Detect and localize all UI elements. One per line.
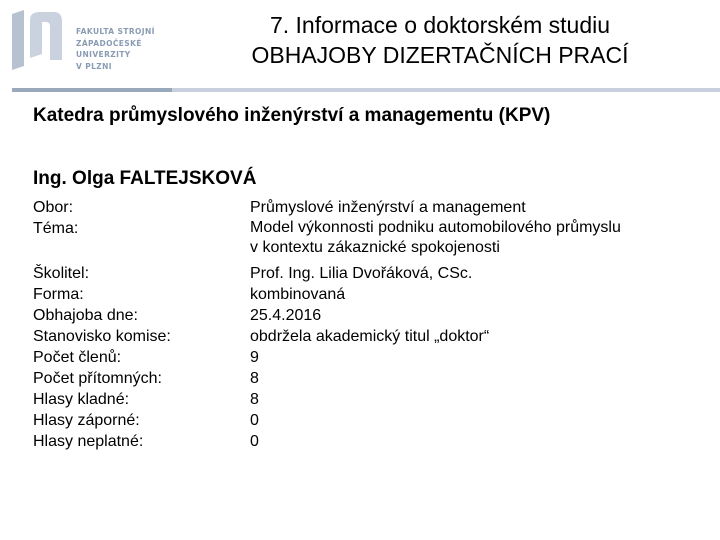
logo-text-line: FAKULTA STROJNÍ [76, 27, 155, 36]
detail-value: 8 [250, 391, 259, 408]
detail-label: Školitel: [33, 265, 90, 282]
faculty-logo [10, 8, 160, 78]
details-list [33, 197, 713, 452]
detail-label: Hlasy neplatné: [33, 433, 144, 450]
detail-value: 8 [250, 370, 259, 387]
detail-value: 0 [250, 433, 259, 450]
detail-value: obdržela akademický titul „doktor“ [250, 328, 490, 345]
logo-text-line: UNIVERZITY [76, 50, 131, 59]
detail-row [33, 218, 713, 258]
detail-value: 25.4.2016 [250, 307, 322, 324]
detail-row [33, 284, 713, 305]
detail-label: Stanovisko komise: [33, 328, 171, 345]
detail-label: Téma: [33, 220, 79, 237]
detail-row [33, 326, 713, 347]
detail-row [33, 305, 713, 326]
slide-title-line1: 7. Informace o doktorském studiu [269, 12, 611, 38]
person-name: Ing. Olga FALTEJSKOVÁ [33, 168, 257, 189]
logo-text-line: V PLZNI [76, 61, 112, 71]
university-logo-mark [10, 10, 62, 72]
header-divider-accent [12, 88, 172, 92]
detail-value [250, 218, 713, 258]
detail-value-line: v kontextu zákaznické spokojenosti [250, 239, 500, 256]
detail-row [33, 389, 713, 410]
detail-label: Obhajoba dne: [33, 307, 138, 324]
slide-title [190, 10, 690, 70]
detail-value: kombinovaná [250, 286, 346, 303]
detail-value-line: Model výkonnosti podniku automobilového průmyslu [250, 219, 621, 236]
detail-row [33, 197, 713, 218]
detail-label: Forma: [33, 286, 84, 303]
logo-text-line: ZÁPADOČESKÉ [76, 38, 142, 48]
detail-row [33, 431, 713, 452]
detail-label: Hlasy kladné: [33, 391, 130, 408]
detail-value: 9 [250, 349, 259, 366]
detail-row [33, 263, 713, 284]
logo-text [76, 26, 155, 72]
detail-row [33, 347, 713, 368]
detail-label: Počet přítomných: [33, 370, 162, 387]
detail-row [33, 410, 713, 431]
department-heading: Katedra průmyslového inženýrství a managementu (KPV) [33, 105, 551, 126]
detail-value: 0 [250, 412, 259, 429]
detail-value: Průmyslové inženýrství a management [250, 199, 526, 216]
detail-label: Hlasy záporné: [33, 412, 140, 429]
detail-row [33, 368, 713, 389]
slide-title-line2: OBHAJOBY DIZERTAČNÍCH PRACÍ [251, 42, 629, 68]
detail-label: Počet členů: [33, 349, 122, 366]
detail-value: Prof. Ing. Lilia Dvořáková, CSc. [250, 265, 473, 282]
detail-label: Obor: [33, 199, 74, 216]
